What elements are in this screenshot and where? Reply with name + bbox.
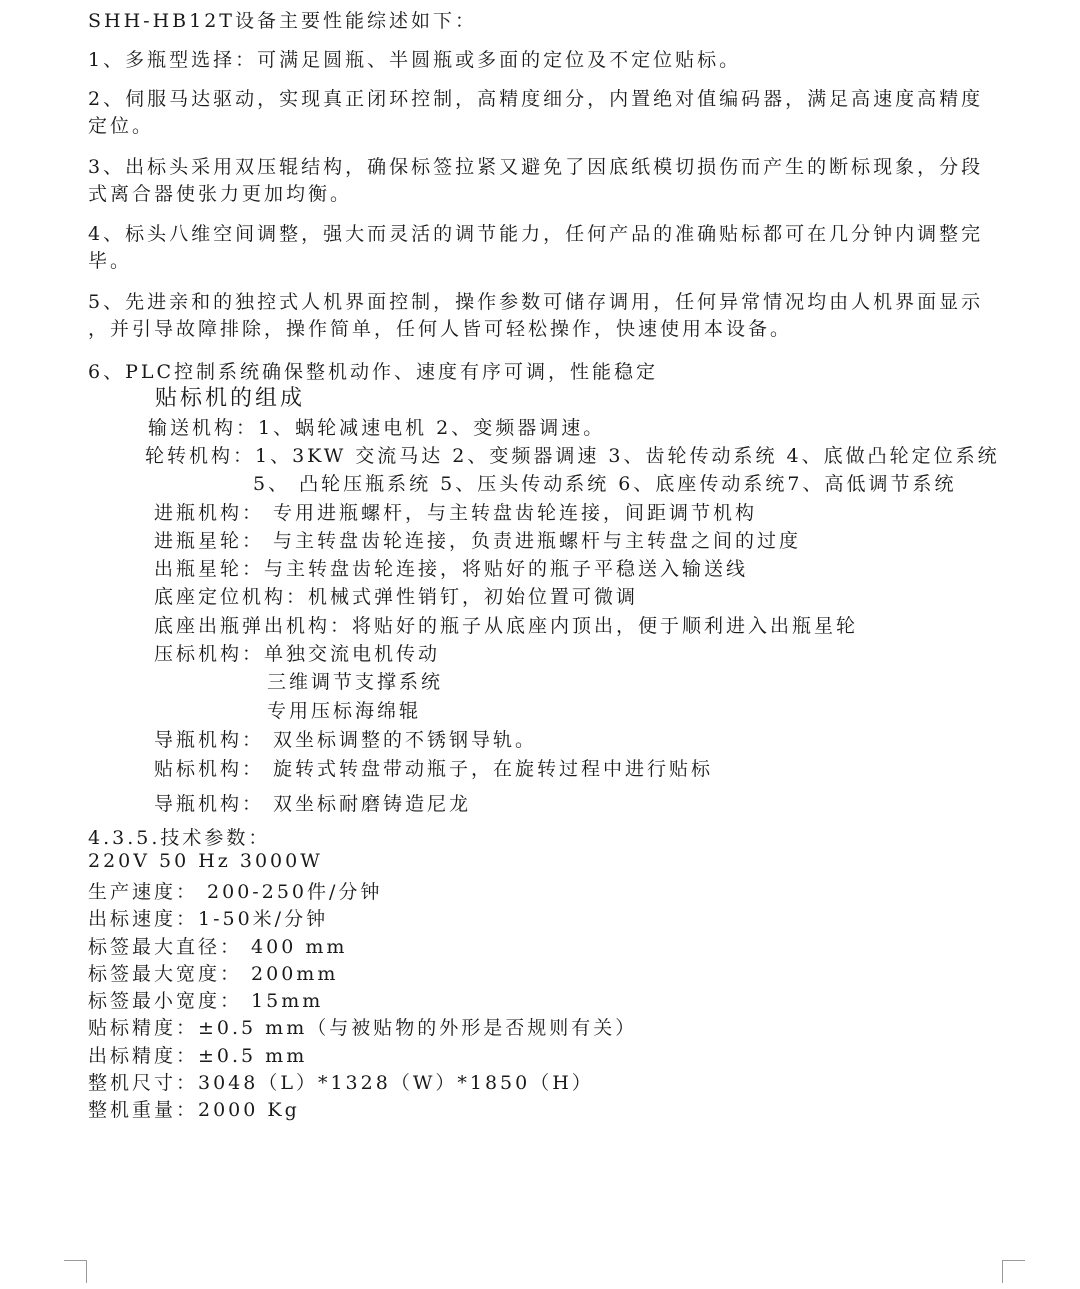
feature-text: 3、出标头采用双压辊结构，确保标签拉紧又避免了因底纸模切损伤而产生的断标现象，分段: [88, 156, 984, 178]
composition-heading: 贴标机的组成: [155, 386, 306, 411]
feature-item-4: [88, 221, 983, 275]
composition-line: 三维调节支撑系统: [267, 671, 444, 693]
feature-item-6: 6、PLC控制系统确保整机动作、速度有序可调，性能稳定: [88, 361, 659, 383]
composition-line: 轮转机构：1、3KW 交流马达 2、变频器调速 3、齿轮传动系统 4、底做凸轮定位系统: [145, 445, 1000, 467]
spec-line: 生产速度： 200-250件/分钟: [88, 881, 383, 903]
composition-line: 5、 凸轮压瓶系统 5、压头传动系统 6、底座传动系统7、高低调节系统: [253, 473, 957, 495]
document-title: SHH-HB12T设备主要性能综述如下：: [88, 10, 477, 32]
spec-line: 220V 50 Hz 3000W: [88, 850, 323, 872]
composition-line: 进瓶星轮： 与主转盘齿轮连接，负责进瓶螺杆与主转盘之间的过度: [154, 530, 802, 552]
feature-text-cont: 毕。: [88, 250, 133, 272]
composition-line: 压标机构：单独交流电机传动: [154, 643, 441, 665]
feature-item-2: [88, 86, 983, 140]
composition-line: 导瓶机构： 双坐标调整的不锈钢导轨。: [154, 729, 538, 751]
composition-line: 专用压标海绵辊: [267, 700, 422, 722]
feature-text: 2、伺服马达驱动，实现真正闭环控制，高精度细分，内置绝对值编码器，满足高速度高精度: [88, 88, 984, 110]
feature-item-1: [88, 47, 741, 74]
specs-heading: 4.3.5.技术参数：: [88, 827, 271, 849]
feature-text: 1、多瓶型选择：可满足圆瓶、半圆瓶或多面的定位及不定位贴标。: [88, 49, 742, 71]
spec-line: 标签最大宽度： 200mm: [88, 963, 339, 985]
spec-line: 贴标精度：±0.5 mm（与被贴物的外形是否规则有关）: [88, 1017, 638, 1039]
spec-line: 标签最大直径： 400 mm: [88, 936, 348, 958]
feature-text: 4、标头八维空间调整，强大而灵活的调节能力，任何产品的准确贴标都可在几分钟内调整完: [88, 223, 984, 245]
feature-item-5: [88, 289, 983, 343]
spec-line: 整机尺寸：3048（L）*1328（W）*1850（H）: [88, 1072, 594, 1094]
feature-text-cont: 定位。: [88, 115, 155, 137]
composition-line: 底座出瓶弹出机构：将贴好的瓶子从底座内顶出，便于顺利进入出瓶星轮: [154, 615, 859, 637]
composition-line: 进瓶机构： 专用进瓶螺杆，与主转盘齿轮连接，间距调节机构: [154, 502, 758, 524]
spec-line: 出标精度：±0.5 mm: [88, 1045, 308, 1067]
composition-line: 输送机构：1、蜗轮减速电机 2、变频器调速。: [148, 417, 606, 439]
feature-text-cont: 式离合器使张力更加均衡。: [88, 183, 353, 205]
feature-text: 5、先进亲和的独控式人机界面控制，操作参数可储存调用，任何异常情况均由人机界面显示: [88, 291, 984, 313]
page-corner-mark-right: [1002, 1260, 1025, 1283]
spec-line: 整机重量：2000 Kg: [88, 1099, 300, 1121]
spec-line: 标签最小宽度： 15mm: [88, 990, 324, 1012]
composition-line: 出瓶星轮：与主转盘齿轮连接，将贴好的瓶子平稳送入输送线: [154, 558, 749, 580]
composition-line: 导瓶机构： 双坐标耐磨铸造尼龙: [154, 793, 472, 815]
feature-text-cont: ，并引导故障排除，操作简单，任何人皆可轻松操作，快速使用本设备。: [88, 318, 793, 340]
feature-item-3: [88, 154, 983, 208]
composition-line: 贴标机构： 旋转式转盘带动瓶子，在旋转过程中进行贴标: [154, 758, 714, 780]
spec-line: 出标速度：1-50米/分钟: [88, 908, 329, 930]
composition-line: 底座定位机构：机械式弹性销钉，初始位置可微调: [154, 586, 639, 608]
page-corner-mark-left: [64, 1260, 87, 1283]
